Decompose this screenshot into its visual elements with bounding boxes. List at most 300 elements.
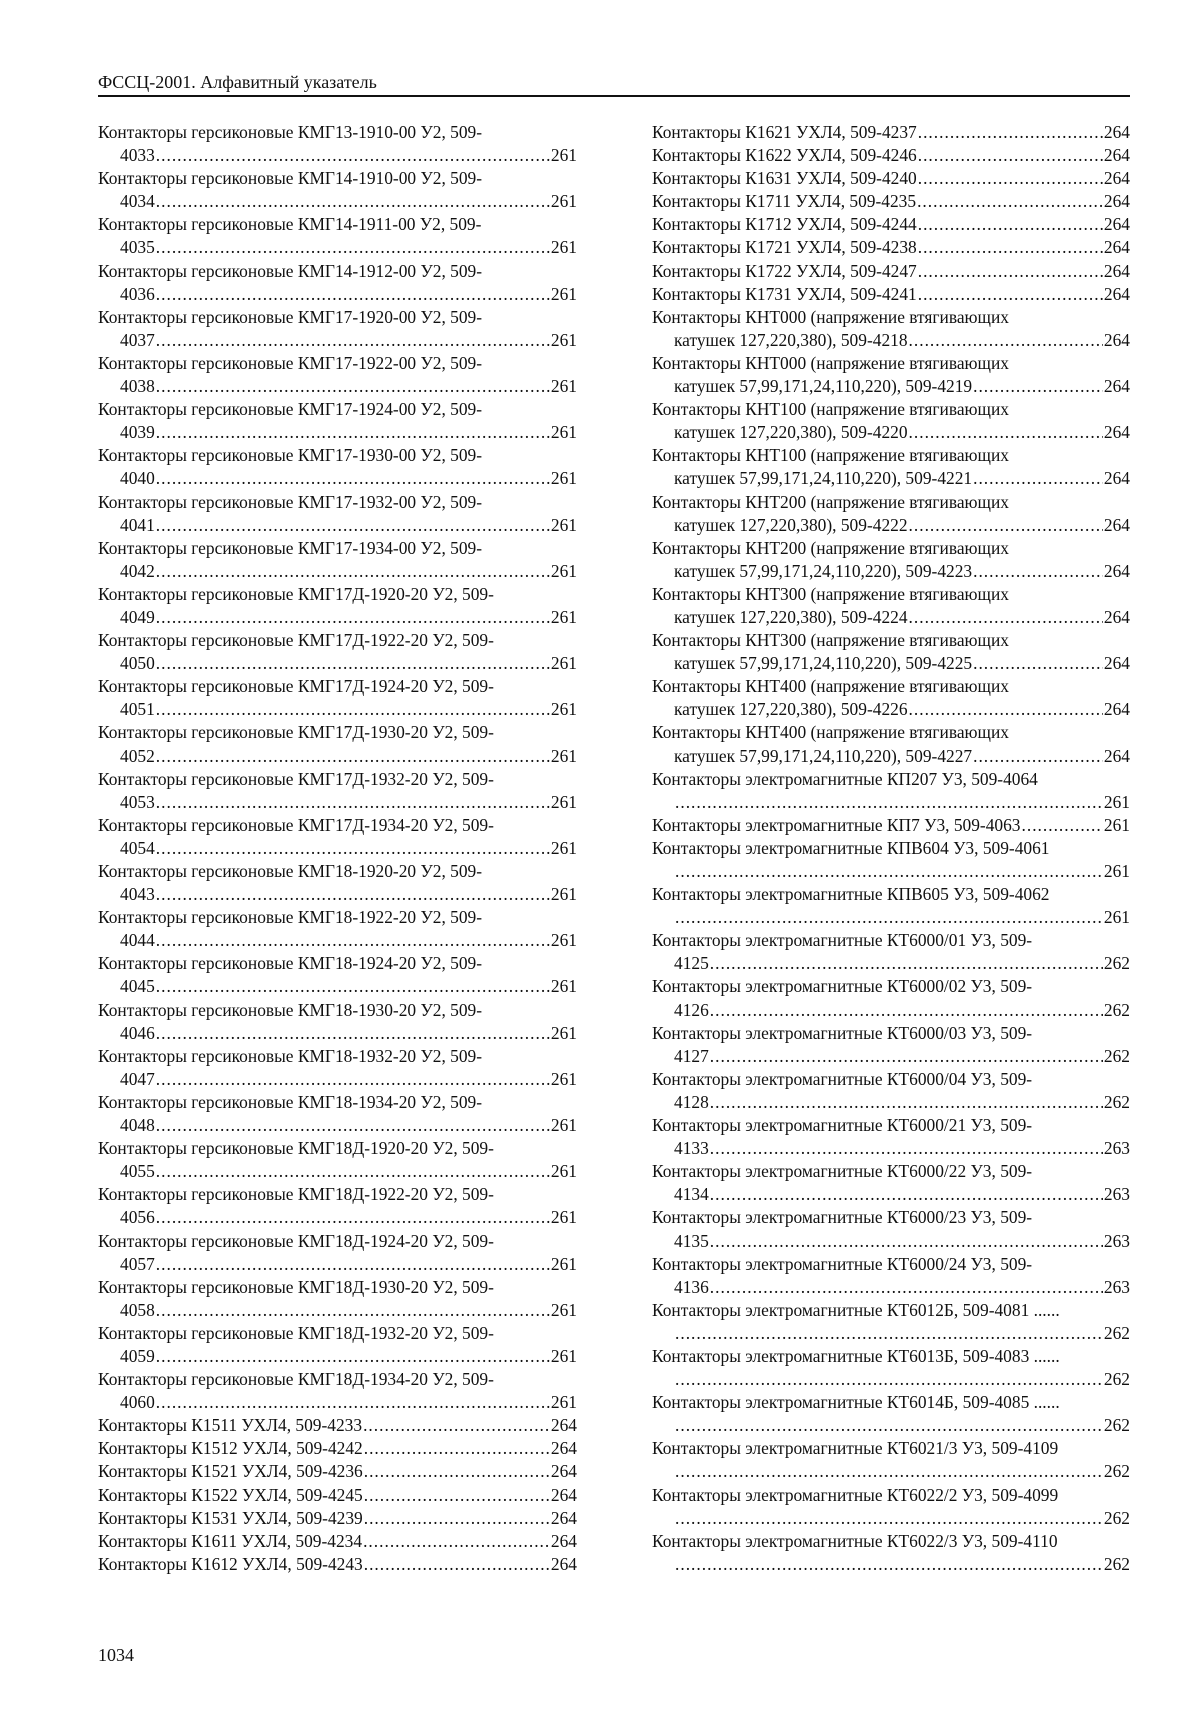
index-entry-text: Контакторы КНТ300 (напряжение втягивающих bbox=[652, 630, 1009, 651]
index-entry bbox=[98, 906, 577, 952]
index-entry-continuation bbox=[652, 1276, 1130, 1299]
index-entry-continuation-text: 4127 bbox=[674, 1045, 709, 1066]
index-entry-continuation bbox=[652, 791, 1130, 814]
index-entry-page: 263 bbox=[1103, 1138, 1130, 1159]
index-entry bbox=[652, 1391, 1130, 1437]
index-entry-page: 261 bbox=[550, 1253, 577, 1274]
page-number: 1034 bbox=[98, 1645, 134, 1665]
index-entry bbox=[652, 121, 1130, 144]
index-entry-page: 261 bbox=[550, 560, 577, 581]
index-entry-page: 261 bbox=[550, 606, 577, 627]
dot-leader bbox=[710, 1230, 1103, 1253]
index-entry-continuation-text: 4128 bbox=[674, 1091, 709, 1112]
index-entry-continuation bbox=[652, 1414, 1130, 1437]
index-entry-text: Контакторы К1622 УХЛ4, 509-4246 bbox=[652, 145, 917, 166]
index-entry bbox=[652, 1484, 1130, 1530]
index-entry-text: Контакторы электромагнитные КТ6000/24 У3, 509- bbox=[652, 1253, 1033, 1274]
index-entry bbox=[98, 167, 577, 213]
dot-leader bbox=[156, 1253, 550, 1276]
index-entry-continuation bbox=[98, 883, 577, 906]
index-entry-continuation-text: 4125 bbox=[674, 953, 709, 974]
index-entry bbox=[652, 583, 1130, 629]
index-entry-page: 261 bbox=[550, 745, 577, 766]
dot-leader bbox=[918, 236, 1103, 259]
index-entry-continuation-text: 4038 bbox=[120, 376, 155, 397]
index-entry-text: Контакторы К1712 УХЛ4, 509-4244 bbox=[652, 214, 917, 235]
index-entry-text: Контакторы герсиконовые КМГ17-1930-00 У2, 509- bbox=[98, 445, 483, 466]
index-entry-continuation-text: катушек 57,99,171,24,110,220), 509-4225 bbox=[674, 653, 973, 674]
index-entry-text: Контакторы герсиконовые КМГ18-1920-20 У2, 509- bbox=[98, 861, 483, 881]
index-entry-text: Контакторы электромагнитные КПВ604 У3, 509-4061 bbox=[652, 837, 1050, 858]
dot-leader bbox=[710, 1183, 1103, 1206]
index-entry-page: 262 bbox=[1103, 1507, 1130, 1528]
dot-leader bbox=[364, 1507, 550, 1530]
dot-leader bbox=[675, 791, 1103, 814]
index-entry-continuation-text: 4053 bbox=[120, 791, 155, 812]
dot-leader bbox=[364, 1437, 550, 1460]
index-entry-text: Контакторы электромагнитные КТ6000/22 У3, 509- bbox=[652, 1161, 1033, 1182]
index-entry bbox=[98, 1507, 577, 1530]
index-entry-continuation-text: 4039 bbox=[120, 422, 155, 443]
index-entry-page: 264 bbox=[1103, 168, 1130, 189]
dot-leader bbox=[918, 260, 1103, 283]
index-entry-page: 261 bbox=[550, 1345, 577, 1366]
index-entry-text: Контакторы герсиконовые КМГ17Д-1924-20 У2, 509- bbox=[98, 676, 494, 697]
index-entry-text: Контакторы К1621 УХЛ4, 509-4237 bbox=[652, 122, 917, 142]
index-entry-continuation bbox=[652, 1183, 1130, 1206]
dot-leader bbox=[156, 560, 550, 583]
index-entry-continuation bbox=[98, 144, 577, 167]
index-entry-line bbox=[652, 814, 1130, 837]
index-entry-page: 261 bbox=[550, 376, 577, 397]
dot-leader bbox=[1022, 814, 1103, 837]
index-entry bbox=[98, 306, 577, 352]
index-entry-continuation bbox=[98, 467, 577, 490]
index-entry-continuation-text: 4035 bbox=[120, 237, 155, 258]
index-entry bbox=[98, 721, 577, 767]
index-entry-continuation bbox=[652, 329, 1130, 352]
index-entry-page: 261 bbox=[1103, 814, 1130, 835]
index-entry bbox=[98, 1484, 577, 1507]
index-entry-continuation bbox=[652, 698, 1130, 721]
index-entry-continuation bbox=[98, 236, 577, 259]
dot-leader bbox=[909, 514, 1103, 537]
dot-leader bbox=[156, 236, 550, 259]
dot-leader bbox=[156, 745, 550, 768]
index-entry-page: 261 bbox=[550, 884, 577, 905]
index-entry-line bbox=[652, 121, 1130, 144]
dot-leader bbox=[156, 975, 550, 998]
index-entry-page: 264 bbox=[1103, 329, 1130, 350]
index-entry-continuation bbox=[652, 1368, 1130, 1391]
index-entry bbox=[98, 999, 577, 1045]
index-entry-continuation-text: 4048 bbox=[120, 1115, 155, 1136]
index-entry-text: Контакторы герсиконовые КМГ17-1932-00 У2, 509- bbox=[98, 491, 483, 512]
index-entry-page: 261 bbox=[550, 237, 577, 258]
index-entry bbox=[98, 1414, 577, 1437]
index-entry bbox=[98, 768, 577, 814]
dot-leader bbox=[156, 1345, 550, 1368]
index-entry-page: 261 bbox=[550, 1068, 577, 1089]
index-entry-continuation-text: 4054 bbox=[120, 837, 155, 858]
index-entry-continuation-text: катушек 127,220,380), 509-4224 bbox=[674, 606, 908, 627]
index-entry-continuation-text: 4055 bbox=[120, 1161, 155, 1182]
index-entry-text: Контакторы К1721 УХЛ4, 509-4238 bbox=[652, 237, 917, 258]
index-entry-continuation-text: 4046 bbox=[120, 1022, 155, 1043]
index-entry bbox=[98, 1045, 577, 1091]
index-entry-text: Контакторы герсиконовые КМГ17-1922-00 У2, 509- bbox=[98, 352, 483, 373]
index-entry-page: 262 bbox=[1103, 1369, 1130, 1390]
dot-leader bbox=[710, 952, 1103, 975]
index-entry-page: 262 bbox=[1103, 1322, 1130, 1343]
index-entry-continuation bbox=[652, 1045, 1130, 1068]
index-entry bbox=[652, 1437, 1130, 1483]
running-header: ФССЦ-2001. Алфавитный указатель bbox=[98, 72, 1130, 97]
index-entry-line bbox=[652, 213, 1130, 236]
index-entry bbox=[652, 883, 1130, 929]
index-entry-page: 261 bbox=[550, 329, 577, 350]
index-entry-page: 264 bbox=[1103, 606, 1130, 627]
dot-leader bbox=[156, 791, 550, 814]
index-entry-continuation-text: 4040 bbox=[120, 468, 155, 489]
index-entry-line bbox=[98, 1437, 577, 1460]
index-entry-line bbox=[98, 1414, 577, 1437]
index-entry-page: 261 bbox=[550, 791, 577, 812]
index-entry bbox=[652, 675, 1130, 721]
index-entry-page: 261 bbox=[550, 514, 577, 535]
index-entry-continuation bbox=[652, 999, 1130, 1022]
index-entry bbox=[98, 1137, 577, 1183]
index-entry-text: Контакторы герсиконовые КМГ17Д-1934-20 У2, 509- bbox=[98, 814, 494, 835]
index-entry-continuation-text: 4052 bbox=[120, 745, 155, 766]
index-entry bbox=[98, 352, 577, 398]
index-entry-continuation bbox=[98, 1068, 577, 1091]
index-entry bbox=[652, 537, 1130, 583]
index-entry-text: Контакторы герсиконовые КМГ17-1924-00 У2, 509- bbox=[98, 399, 483, 420]
index-entry-text: Контакторы КНТ400 (напряжение втягивающих bbox=[652, 722, 1009, 743]
index-entry bbox=[98, 491, 577, 537]
index-entry-continuation bbox=[652, 1460, 1130, 1483]
dot-leader bbox=[156, 467, 550, 490]
dot-leader bbox=[675, 906, 1103, 929]
index-entry-page: 261 bbox=[550, 976, 577, 997]
index-entry bbox=[98, 1322, 577, 1368]
dot-leader bbox=[156, 329, 550, 352]
index-entry-page: 262 bbox=[1103, 999, 1130, 1020]
index-entry-text: Контакторы герсиконовые КМГ17Д-1922-20 У2, 509- bbox=[98, 630, 494, 651]
index-entry-continuation-text: катушек 127,220,380), 509-4226 bbox=[674, 699, 908, 720]
dot-leader bbox=[973, 467, 1103, 490]
index-entry bbox=[652, 814, 1130, 837]
dot-leader bbox=[156, 606, 550, 629]
index-entry-page: 261 bbox=[1103, 791, 1130, 812]
index-entry-text: Контакторы электромагнитные КТ6021/3 У3, 509-4109 bbox=[652, 1438, 1059, 1459]
index-entry-text: Контакторы герсиконовые КМГ18-1930-20 У2, 509- bbox=[98, 999, 483, 1020]
index-entry-text: Контакторы К1711 УХЛ4, 509-4235 bbox=[652, 191, 917, 212]
index-entry bbox=[98, 1437, 577, 1460]
index-entry-page: 262 bbox=[1103, 1415, 1130, 1436]
index-entry-text: Контакторы электромагнитные КП7 У3, 509-4063 bbox=[652, 814, 1021, 835]
dot-leader bbox=[918, 283, 1103, 306]
dot-leader bbox=[710, 1091, 1103, 1114]
index-entry-continuation bbox=[652, 1091, 1130, 1114]
index-entry-continuation bbox=[98, 190, 577, 213]
index-column-right bbox=[652, 121, 1130, 1576]
index-entry-page: 264 bbox=[1103, 260, 1130, 281]
index-entry bbox=[98, 1276, 577, 1322]
index-entry-page: 264 bbox=[1103, 376, 1130, 397]
index-entry-page: 261 bbox=[550, 1115, 577, 1136]
index-entry-continuation-text: 4033 bbox=[120, 145, 155, 166]
index-entry-continuation-text: 4044 bbox=[120, 930, 155, 951]
index-entry-text: Контакторы К1531 УХЛ4, 509-4239 bbox=[98, 1507, 363, 1528]
index-entry-page: 261 bbox=[550, 653, 577, 674]
index-entry bbox=[652, 398, 1130, 444]
index-entry-page: 263 bbox=[1103, 1230, 1130, 1251]
index-entry-continuation bbox=[98, 375, 577, 398]
index-entry-text: Контакторы КНТ200 (напряжение втягивающих bbox=[652, 491, 1009, 512]
index-entry-page: 262 bbox=[1103, 1091, 1130, 1112]
index-entry-continuation-text: 4059 bbox=[120, 1345, 155, 1366]
index-entry bbox=[98, 213, 577, 259]
index-entry bbox=[98, 1368, 577, 1414]
index-entry-continuation-text: 4050 bbox=[120, 653, 155, 674]
index-entry-continuation bbox=[652, 860, 1130, 883]
index-entry-continuation-text: 4047 bbox=[120, 1068, 155, 1089]
dot-leader bbox=[156, 1068, 550, 1091]
index-entry-text: Контакторы герсиконовые КМГ17-1934-00 У2, 509- bbox=[98, 537, 483, 558]
index-entry-text: Контакторы герсиконовые КМГ18Д-1920-20 У2, 509- bbox=[98, 1138, 494, 1159]
index-entry bbox=[98, 814, 577, 860]
index-entry-continuation bbox=[652, 1322, 1130, 1345]
index-entry-continuation bbox=[98, 745, 577, 768]
index-entry-continuation-text: 4045 bbox=[120, 976, 155, 997]
dot-leader bbox=[973, 745, 1103, 768]
index-entry-page: 261 bbox=[550, 1022, 577, 1043]
index-entry-continuation bbox=[98, 791, 577, 814]
dot-leader bbox=[156, 375, 550, 398]
index-entry-text: Контакторы К1512 УХЛ4, 509-4242 bbox=[98, 1438, 363, 1459]
index-entry-continuation-text: 4037 bbox=[120, 329, 155, 350]
index-entry-page: 261 bbox=[550, 468, 577, 489]
dot-leader bbox=[364, 1484, 550, 1507]
index-entry-text: Контакторы К1722 УХЛ4, 509-4247 bbox=[652, 260, 917, 281]
index-entry-continuation bbox=[98, 606, 577, 629]
index-entry-continuation-text: катушек 57,99,171,24,110,220), 509-4223 bbox=[674, 560, 973, 581]
index-entry-continuation-text: катушек 127,220,380), 509-4220 bbox=[674, 422, 908, 443]
index-entry-line bbox=[652, 283, 1130, 306]
index-entry-continuation bbox=[652, 606, 1130, 629]
index-entry-continuation bbox=[652, 952, 1130, 975]
index-entry bbox=[98, 121, 577, 167]
index-entry-text: Контакторы КНТ200 (напряжение втягивающих bbox=[652, 537, 1009, 558]
index-entry bbox=[652, 444, 1130, 490]
index-entry-text: Контакторы герсиконовые КМГ14-1910-00 У2, 509- bbox=[98, 168, 483, 189]
index-entry bbox=[98, 860, 577, 906]
dot-leader bbox=[675, 1322, 1103, 1345]
dot-leader bbox=[710, 1045, 1103, 1068]
index-entry-text: Контакторы К1631 УХЛ4, 509-4240 bbox=[652, 168, 917, 189]
index-entry-continuation bbox=[652, 652, 1130, 675]
dot-leader bbox=[675, 1414, 1103, 1437]
index-entry bbox=[652, 1206, 1130, 1252]
index-entry-continuation bbox=[98, 560, 577, 583]
index-entry-continuation bbox=[652, 745, 1130, 768]
index-entry-text: Контакторы электромагнитные КТ6013Б, 509-4083 ...... bbox=[652, 1345, 1060, 1366]
index-entry bbox=[98, 1230, 577, 1276]
index-entry-page: 261 bbox=[550, 699, 577, 720]
dot-leader bbox=[918, 144, 1103, 167]
index-entry bbox=[652, 213, 1130, 236]
index-entry-continuation-text: 4041 bbox=[120, 514, 155, 535]
index-entry-page: 263 bbox=[1103, 1276, 1130, 1297]
index-entry-page: 264 bbox=[1103, 214, 1130, 235]
index-entry bbox=[652, 306, 1130, 352]
index-entry-continuation bbox=[98, 329, 577, 352]
index-entry bbox=[98, 537, 577, 583]
index-entry-continuation-text: катушек 57,99,171,24,110,220), 509-4219 bbox=[674, 376, 973, 397]
index-entry-line bbox=[98, 1530, 577, 1553]
index-entry bbox=[652, 1253, 1130, 1299]
index-entry bbox=[98, 675, 577, 721]
index-entry-line bbox=[98, 1460, 577, 1483]
index-entry bbox=[652, 1114, 1130, 1160]
dot-leader bbox=[675, 1460, 1103, 1483]
index-entry-text: Контакторы электромагнитные КТ6012Б, 509-4081 ...... bbox=[652, 1299, 1060, 1320]
index-entry-text: Контакторы электромагнитные КПВ605 У3, 509-4062 bbox=[652, 884, 1050, 905]
dot-leader bbox=[156, 837, 550, 860]
index-entry-continuation bbox=[652, 421, 1130, 444]
index-entry bbox=[98, 444, 577, 490]
index-entry-text: Контакторы герсиконовые КМГ14-1912-00 У2, 509- bbox=[98, 260, 483, 281]
index-entry-page: 261 bbox=[550, 191, 577, 212]
dot-leader bbox=[973, 375, 1103, 398]
index-entry-text: Контакторы электромагнитные КТ6000/23 У3, 509- bbox=[652, 1207, 1033, 1228]
index-entry-text: Контакторы герсиконовые КМГ18Д-1922-20 У2, 509- bbox=[98, 1184, 494, 1205]
dot-leader bbox=[364, 1553, 550, 1576]
dot-leader bbox=[675, 860, 1103, 883]
index-entry-text: Контакторы КНТ000 (напряжение втягивающих bbox=[652, 352, 1009, 373]
index-entry-text: Контакторы герсиконовые КМГ18Д-1930-20 У2, 509- bbox=[98, 1276, 494, 1297]
dot-leader bbox=[156, 1022, 550, 1045]
index-entry-continuation-text: 4056 bbox=[120, 1207, 155, 1228]
dot-leader bbox=[156, 652, 550, 675]
dot-leader bbox=[675, 1553, 1103, 1576]
index-entry-text: Контакторы К1612 УХЛ4, 509-4243 bbox=[98, 1553, 363, 1574]
index-entry-continuation bbox=[652, 1230, 1130, 1253]
dot-leader bbox=[909, 698, 1103, 721]
index-entry-continuation-text: 4060 bbox=[120, 1392, 155, 1413]
index-entry-page: 264 bbox=[550, 1461, 577, 1482]
dot-leader bbox=[156, 190, 550, 213]
dot-leader bbox=[918, 121, 1103, 144]
dot-leader bbox=[675, 1507, 1103, 1530]
index-entry-page: 261 bbox=[550, 283, 577, 304]
index-entry-text: Контакторы герсиконовые КМГ14-1911-00 У2, 509- bbox=[98, 214, 482, 235]
index-entry-continuation bbox=[98, 975, 577, 998]
dot-leader bbox=[917, 190, 1103, 213]
index-entry-continuation bbox=[652, 1137, 1130, 1160]
index-entry-text: Контакторы электромагнитные КТ6000/04 У3, 509- bbox=[652, 1068, 1033, 1089]
index-entry-page: 261 bbox=[550, 145, 577, 166]
dot-leader bbox=[973, 560, 1103, 583]
index-entry-text: Контакторы К1511 УХЛ4, 509-4233 bbox=[98, 1415, 363, 1436]
index-entry-page: 264 bbox=[550, 1415, 577, 1436]
dot-leader bbox=[710, 999, 1103, 1022]
index-entry-continuation bbox=[98, 421, 577, 444]
index-entry-page: 264 bbox=[1103, 122, 1130, 142]
dot-leader bbox=[363, 1414, 550, 1437]
index-entry-text: Контакторы электромагнитные КТ6014Б, 509-4085 ...... bbox=[652, 1392, 1060, 1413]
index-entry-continuation-text: 4136 bbox=[674, 1276, 709, 1297]
index-entry bbox=[652, 144, 1130, 167]
index-entry-continuation-text: 4135 bbox=[674, 1230, 709, 1251]
index-entry-text: Контакторы КНТ100 (напряжение втягивающих bbox=[652, 399, 1009, 420]
index-entry bbox=[652, 975, 1130, 1021]
index-entry-page: 264 bbox=[550, 1530, 577, 1551]
index-entry-text: Контакторы герсиконовые КМГ17-1920-00 У2, 509- bbox=[98, 306, 483, 327]
index-entry-continuation bbox=[652, 467, 1130, 490]
dot-leader bbox=[675, 1368, 1103, 1391]
index-entry bbox=[652, 837, 1130, 883]
dot-leader bbox=[909, 606, 1103, 629]
index-entry-text: Контакторы электромагнитные КТ6022/3 У3, 509-4110 bbox=[652, 1530, 1058, 1551]
index-entry-continuation-text: катушек 57,99,171,24,110,220), 509-4227 bbox=[674, 745, 973, 766]
index-entry-page: 264 bbox=[1103, 237, 1130, 258]
index-entry-text: Контакторы КНТ400 (напряжение втягивающих bbox=[652, 676, 1009, 697]
index-entry-continuation bbox=[652, 375, 1130, 398]
index-entry-text: Контакторы герсиконовые КМГ17Д-1932-20 У2, 509- bbox=[98, 768, 494, 789]
index-entry-text: Контакторы электромагнитные КТ6000/02 У3, 509- bbox=[652, 976, 1033, 997]
index-entry-continuation-text: катушек 127,220,380), 509-4218 bbox=[674, 329, 908, 350]
index-entry-page: 262 bbox=[1103, 1461, 1130, 1482]
index-entry-line bbox=[652, 260, 1130, 283]
dot-leader bbox=[156, 1114, 550, 1137]
index-entry-continuation-text: 4043 bbox=[120, 884, 155, 905]
index-entry-continuation bbox=[98, 1206, 577, 1229]
dot-leader bbox=[156, 1391, 550, 1414]
index-entry bbox=[98, 583, 577, 629]
index-entry-page: 261 bbox=[550, 1161, 577, 1182]
index-entry-continuation bbox=[652, 514, 1130, 537]
index-entry-page: 264 bbox=[1103, 191, 1130, 212]
index-entry-continuation bbox=[98, 652, 577, 675]
index-entry bbox=[652, 721, 1130, 767]
dot-leader bbox=[364, 1460, 550, 1483]
index-entry-text: Контакторы герсиконовые КМГ18Д-1924-20 У2, 509- bbox=[98, 1230, 494, 1251]
index-entry-continuation bbox=[98, 514, 577, 537]
index-entry-continuation-text: 4042 bbox=[120, 560, 155, 581]
index-entry-text: Контакторы герсиконовые КМГ17Д-1920-20 У2, 509- bbox=[98, 583, 494, 604]
index-entry-continuation-text: 4034 bbox=[120, 191, 155, 212]
index-entry-line bbox=[652, 144, 1130, 167]
dot-leader bbox=[909, 421, 1103, 444]
index-entry-page: 264 bbox=[1103, 422, 1130, 443]
index-entry-continuation bbox=[652, 906, 1130, 929]
index-entry-page: 264 bbox=[1103, 283, 1130, 304]
index-entry-page: 261 bbox=[550, 837, 577, 858]
index-entry bbox=[652, 929, 1130, 975]
index-entry bbox=[98, 1183, 577, 1229]
index-entry-continuation bbox=[652, 1507, 1130, 1530]
index-entry-text: Контакторы КНТ300 (напряжение втягивающих bbox=[652, 583, 1009, 604]
index-entry bbox=[652, 236, 1130, 259]
index-entry-page: 261 bbox=[550, 1392, 577, 1413]
index-entry-text: Контакторы электромагнитные КТ6000/01 У3, 509- bbox=[652, 930, 1033, 951]
index-entry-text: Контакторы К1521 УХЛ4, 509-4236 bbox=[98, 1461, 363, 1482]
index-entry-text: Контакторы электромагнитные КТ6000/03 У3, 509- bbox=[652, 1022, 1033, 1043]
index-entry-continuation-text: 4051 bbox=[120, 699, 155, 720]
